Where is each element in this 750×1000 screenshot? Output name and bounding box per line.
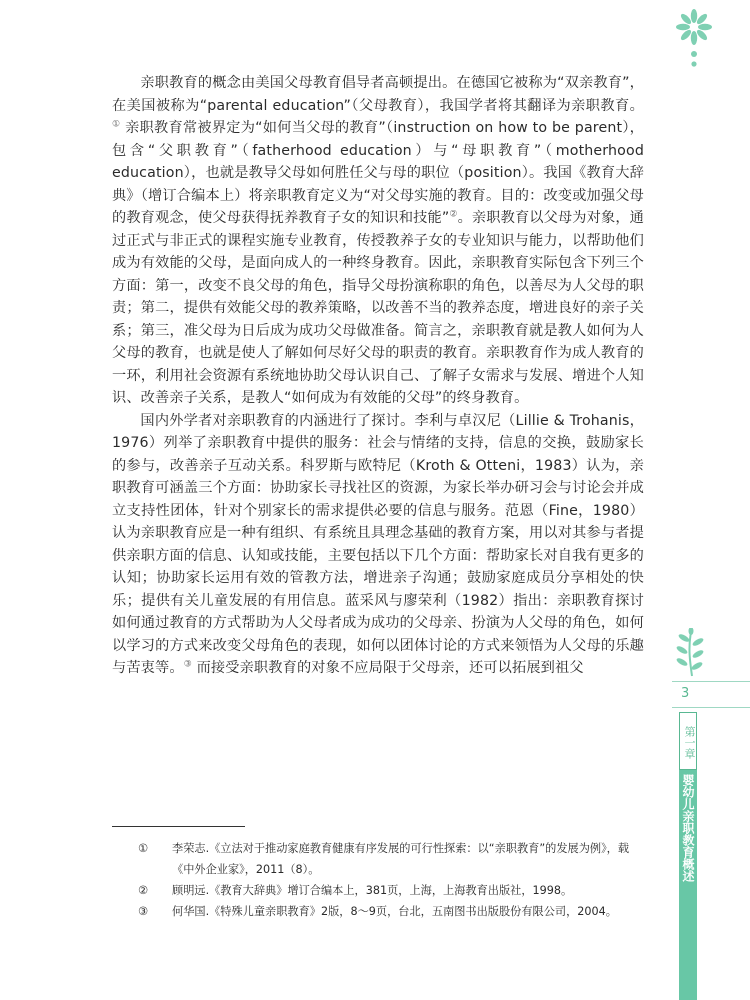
footnote-marker: ②: [138, 884, 149, 897]
paragraph-1-lead: 亲职教育的概念由美国父母教育倡导者高顿提出。在德国它被称为“双亲教育”，在美国被称为“parental education”（父母教育），我国学者将其翻译为亲职教育。: [112, 75, 644, 114]
footnote-ref-2: ②: [449, 209, 458, 220]
footnote-2: [112, 880, 647, 901]
paragraph-2-tail: 而接受亲职教育的对象不应局限于父母亲，还可以拓展到祖父: [191, 660, 584, 676]
footnote-divider: [112, 826, 245, 827]
footnote-ref-3: ③: [183, 659, 192, 670]
footnote-text: 李荣志.《立法对于推动家庭教育健康有序发展的可行性探索：以“亲职教育”的发展为例》，载《中外企业家》，2011（8）。: [172, 842, 630, 876]
footnote-text: 何华国.《特殊儿童亲职教育》2版，8～9页，台北，五南图书出版股份有限公司，2004。: [172, 905, 617, 918]
footnote-3: [112, 901, 647, 922]
page-number: 3: [681, 686, 690, 701]
footnotes: [112, 838, 647, 922]
paragraph-1-tail: 。亲职教育以父母为对象，通过正式与非正式的课程实施专业教育，传授教养子女的专业知识与能力，以帮助他们成为有效能的父母，是面向成人的一种终身教育。因此，亲职教育实际包含下列三个方面：第一，改变不良父母的角色，指导父母扮演称职的角色，以善尽为人父母的职责；第二，提供有效能父母的教养策略，以改善不当的教养态度，增进良好的亲子关系；第三，准父母为日后成为成功父母做准备。简言之，亲职教育就是教人如何为人父母的教育，也就是使人了解如何尽好父母的职责的教育。亲职教育作为成人教育的一环，利用社会资源有系统地协助父母认识自己、了解子女需求与发展、增进个人知识、改善亲子关系，是教人“如何成为有效能的父母”的终身教育。: [112, 210, 645, 406]
body-text: [112, 72, 644, 680]
flower-ornament-icon: [676, 8, 712, 68]
chapter-title: 婴幼儿亲职教育概述: [679, 770, 697, 1000]
paragraph-2-lead: 国内外学者对亲职教育的内涵进行了探讨。李利与卓汉尼（Lillie & Trohanis，1976）列举了亲职教育中提供的服务：社会与情绪的支持，信息的交换，鼓励家长的参与，改善亲子互动关系。科罗斯与欧特尼（Kroth & Otteni，1983）认为，亲职教育可涵盖三个方面：协助家长寻找社区的资源，为家长举办研习会与讨论会并成立支持性团体，针对个别家长的需求提供必要的信息与服务。范恩（Fine，1980）认为亲职教育应是一种有组织、有系统且具理念基础的教育方案，用以对其参与者提供亲职方面的信息、认知或技能，主要包括以下几个方面：帮助家长对自我有更多的认知；协助家长运用有效的管教方法，增进亲子沟通；鼓励家庭成员分享相处的快乐；提供有关儿童发展的有用信息。蓝采风与廖荣利（1982）指出：亲职教育探讨如何通过教育的方式帮助为人父母者成为成功的父母亲、扮演为人父母的角色，如何以学习的方式来改变父母角色的表现，如何以团体讨论的方式来领悟为人父母的乐趣与苦衷等。: [112, 412, 644, 676]
footnote-text: 顾明远.《教育大辞典》增订合编本上，381页，上海，上海教育出版社，1998。: [172, 884, 573, 897]
page-number-rule-bottom: [672, 707, 750, 708]
footnote-ref-1: ①: [112, 119, 121, 130]
paragraph-1-mid: 亲职教育常被界定为“如何当父母的教育”（instruction on how to be parent），包含“父职教育”（fatherhood education）与“母职教育”（motherhood education），也就是教导父母如何胜任父与母的职位（position）。我国《教育大辞典》（增订合编本上）将亲职教育定义为“对父母实施的教育。目的：改变或加强父母的教育观念，使父母获得抚养教育子女的知识和技能”: [112, 120, 645, 226]
footnote-1: [112, 838, 647, 880]
paragraph-1: [112, 72, 644, 410]
footnote-marker: ①: [138, 842, 149, 855]
chapter-label: 第一章: [679, 712, 697, 770]
footnote-marker: ③: [138, 905, 149, 918]
leaf-sprig-icon: [664, 628, 714, 678]
paragraph-2: [112, 410, 644, 680]
